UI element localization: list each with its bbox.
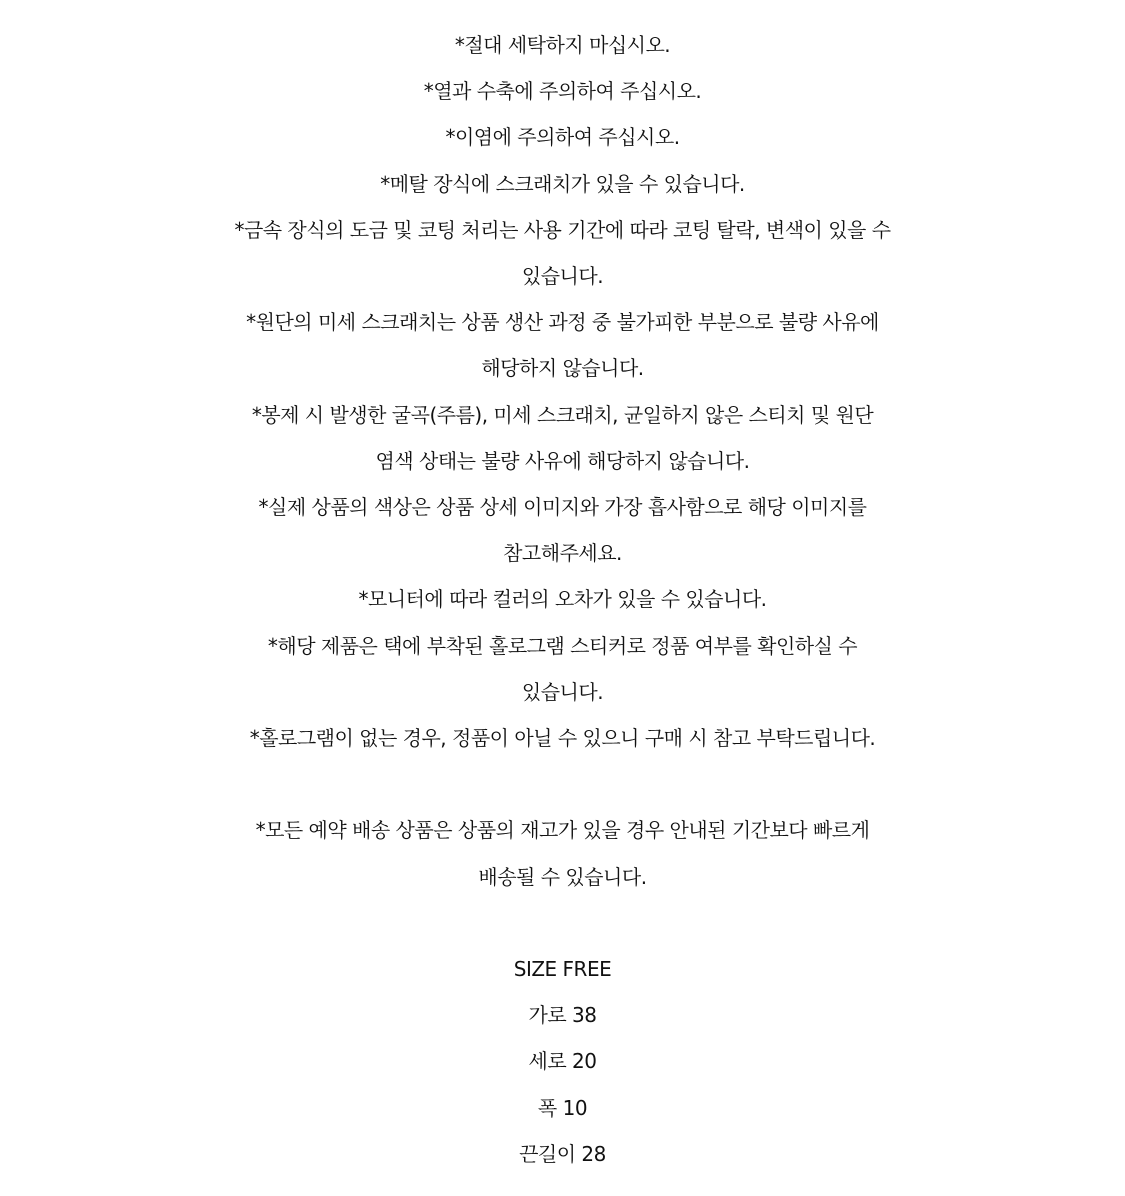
product-notice-document [0, 22, 1125, 1177]
notice-line-sewing-cont: 염색 상태는 불량 사유에 해당하지 않습니다. [375, 448, 750, 473]
notice-line-color-cont: 참고해주세요. [503, 541, 622, 566]
notice-line-dye-transfer: *이염에 주의하여 주십시오. [445, 125, 680, 150]
preorder-line: *모든 예약 배송 상품은 상품의 재고가 있을 경우 안내된 기간보다 빠르게 [255, 818, 870, 843]
notice-line-hologram: *해당 제품은 택에 부착된 홀로그램 스티커로 정품 여부를 확인하실 수 [267, 633, 858, 658]
notice-line-color: *실제 상품의 색상은 상품 상세 이미지와 가장 흡사함으로 해당 이미지를 [258, 495, 867, 520]
section-spacer [0, 761, 1125, 807]
notice-line-metal-scratch: *메탈 장식에 스크래치가 있을 수 있습니다. [380, 171, 745, 196]
notice-line-monitor: *모니터에 따라 컬러의 오차가 있을 수 있습니다. [358, 587, 767, 612]
size-depth: 폭 10 [537, 1095, 588, 1120]
size-height: 세로 20 [528, 1049, 597, 1074]
size-title: SIZE FREE [513, 957, 612, 982]
notice-line-no-wash: *절대 세탁하지 마십시오. [454, 33, 671, 57]
size-strap: 끈길이 28 [519, 1141, 606, 1166]
notice-line-hologram-cont: 있습니다. [521, 679, 604, 704]
notice-line-heat-shrink: *열과 수축에 주의하여 주십시오. [423, 79, 702, 104]
notice-line-sewing: *봉제 시 발생한 굴곡(주름), 미세 스크래치, 균일하지 않은 스티치 및 원단 [251, 402, 874, 427]
notice-line-no-hologram: *홀로그램이 없는 경우, 정품이 아닐 수 있으니 구매 시 참고 부탁드립니다. [249, 726, 876, 751]
notice-line-plating-cont: 있습니다. [521, 264, 604, 289]
size-width: 가로 38 [528, 1003, 597, 1028]
notice-line-fabric-scratch: *원단의 미세 스크래치는 상품 생산 과정 중 불가피한 부분으로 불량 사유에 [246, 310, 879, 335]
notice-line-fabric-scratch-cont: 해당하지 않습니다. [481, 356, 644, 381]
notice-line-plating: *금속 장식의 도금 및 코팅 처리는 사용 기간에 따라 코팅 탈락, 변색이 있을 수 [234, 217, 891, 242]
preorder-line-cont: 배송될 수 있습니다. [478, 864, 647, 889]
section-spacer [0, 900, 1125, 946]
